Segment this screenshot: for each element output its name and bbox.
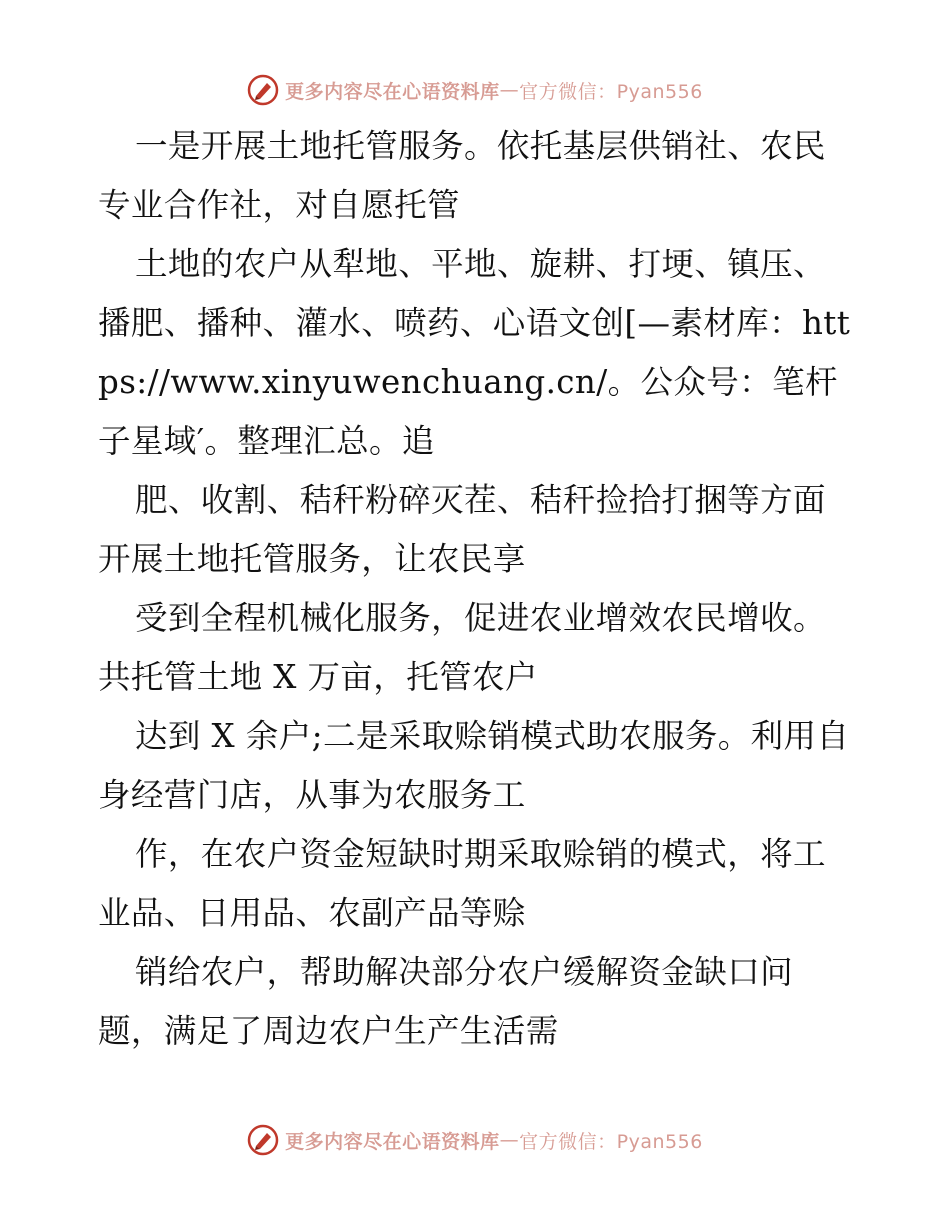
watermark-separator: — [499,1129,520,1151]
footer-watermark [0,1120,950,1160]
paragraph-7: 销给农户，帮助解决部分农户缓解资金缺口问题，满足了周边农户生产生活需 [98,953,794,1050]
paragraph-2: 土地的农户从犁地、平地、旋耕、打埂、镇压、播肥、播种、灌水、喷药、心语文创[—素材库：https://www.xinyuwenchuang.cn/。公众号：笔杆子星域′。整理汇总。追 [98,245,851,460]
watermark-brand-text: 更多内容尽在心语资料库 [285,80,500,103]
header-watermark [0,70,950,110]
paragraph-3: 肥、收割、秸秆粉碎灭茬、秸秆捡拾打捆等方面开展土地托管服务，让农民享 [98,481,826,578]
paragraph-1: 一是开展土地托管服务。依托基层供销社、农民专业合作社，对自愿托管 [98,127,826,224]
watermark-separator: — [499,79,520,101]
document-body [98,117,858,1061]
paragraph-5: 达到 X 余户;二是采取赊销模式助农服务。利用自身经营门店，从事为农服务工 [98,717,850,814]
paragraph-6: 作，在农户资金短缺时期采取赊销的模式，将工业品、日用品、农副产品等赊 [98,835,826,932]
watermark-wechat-text: 官方微信：Pyan556 [519,1130,703,1153]
watermark-wechat-text: 官方微信：Pyan556 [519,80,703,103]
watermark-brand-text: 更多内容尽在心语资料库 [285,1130,500,1153]
paragraph-4: 受到全程机械化服务，促进农业增效农民增收。共托管土地 X 万亩，托管农户 [98,599,826,696]
brand-logo-icon [247,1124,279,1156]
brand-logo-icon [247,74,279,106]
